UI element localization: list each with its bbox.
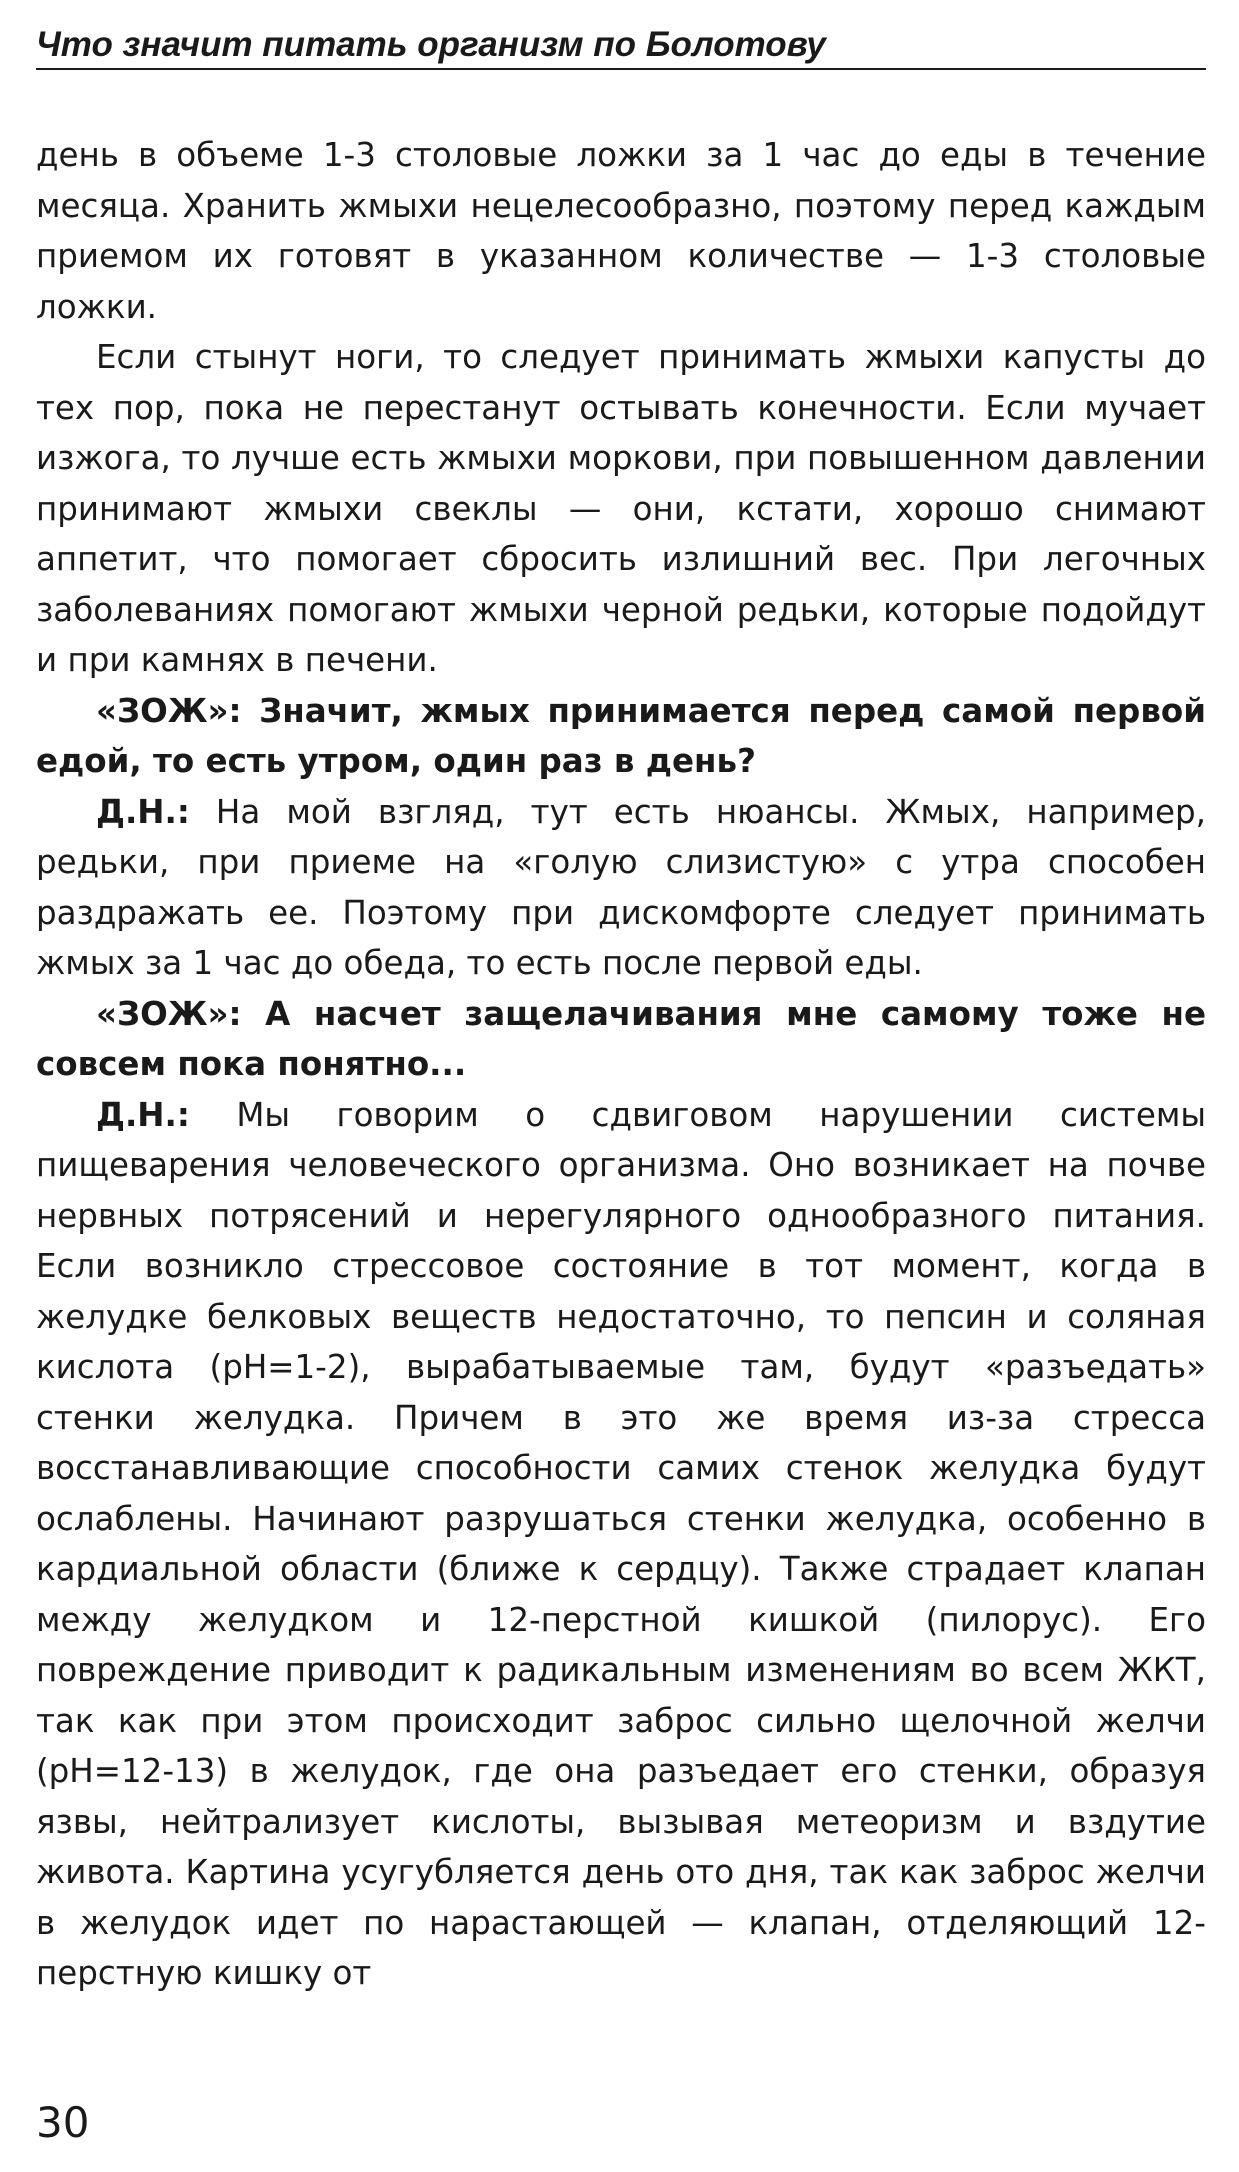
answer-paragraph	[36, 787, 1206, 989]
body-text	[36, 130, 1206, 1999]
interviewer-question: «ЗОЖ»: Значит, жмых принимается перед самой первой едой, то есть утром, один раз в день?	[36, 691, 1206, 780]
answer-text: Мы говорим о сдвиговом нарушении системы пищеварения человеческого организма. Оно возникает на почве нервных потрясений и нерегулярного однообразного питания. Если возникло стрессовое состояние в тот момент, когда в желудке белковых веществ недостаточно, то пепсин и соляная кислота (pH=1-2), вырабатываемые там, будут «разъедать» стенки желудка. Причем в это же время из-за стресса восстанавливающие способности самих стенок желудка будут ослаблены. Начинают разрушаться стенки желудка, особенно в кардиальной области (ближе к сердцу). Также страдает клапан между желудком и 12-перстной кишкой (пилорус). Его повреждение приводит к радикальным изменениям во всем ЖКТ, так как при этом происходит заброс сильно щелочной желчи (pH=12-13) в желудок, где она разъедает его стенки, образуя язвы, нейтрализует кислоты, вызывая метеоризм и вздутие живота. Картина усугубляется день ото дня, так как заброс желчи в желудок идет по нарастающей — клапан, отделяющий 12-перстную кишку от	[36, 1095, 1206, 1992]
answer-text: На мой взгляд, тут есть нюансы. Жмых, например, редьки, при приеме на «голую слизистую» с утра способен раздражать ее. Поэтому при дискомфорте следует принимать жмых за 1 час до обеда, то есть после первой еды.	[36, 792, 1206, 982]
speaker-label: Д.Н.:	[96, 1095, 190, 1134]
interviewer-question: «ЗОЖ»: А насчет защелачивания мне самому тоже не совсем пока понятно...	[36, 994, 1206, 1083]
paragraph: Если стынут ноги, то следует принимать жмыхи капусты до тех пор, пока не перестанут остывать конечности. Если мучает изжога, то лучше есть жмыхи моркови, при повышенном давлении принимают жмыхи свеклы — они, кстати, хорошо снимают аппетит, что помогает сбросить излишний вес. При легочных заболеваниях помогают жмыхи черной редьки, которые подойдут и при камнях в печени.	[36, 338, 1206, 679]
paragraph-continuation: день в объеме 1-3 столовые ложки за 1 час до еды в течение месяца. Хранить жмыхи нецелесообразно, поэтому перед каждым приемом их готовят в указанном количестве — 1-3 столовые ложки.	[36, 136, 1206, 326]
answer-paragraph	[36, 1090, 1206, 1999]
running-head: Что значит питать организм по Болотову	[36, 24, 1206, 70]
page-number: 30	[36, 2098, 90, 2147]
book-page	[36, 24, 1206, 2147]
speaker-label: Д.Н.:	[96, 792, 190, 831]
